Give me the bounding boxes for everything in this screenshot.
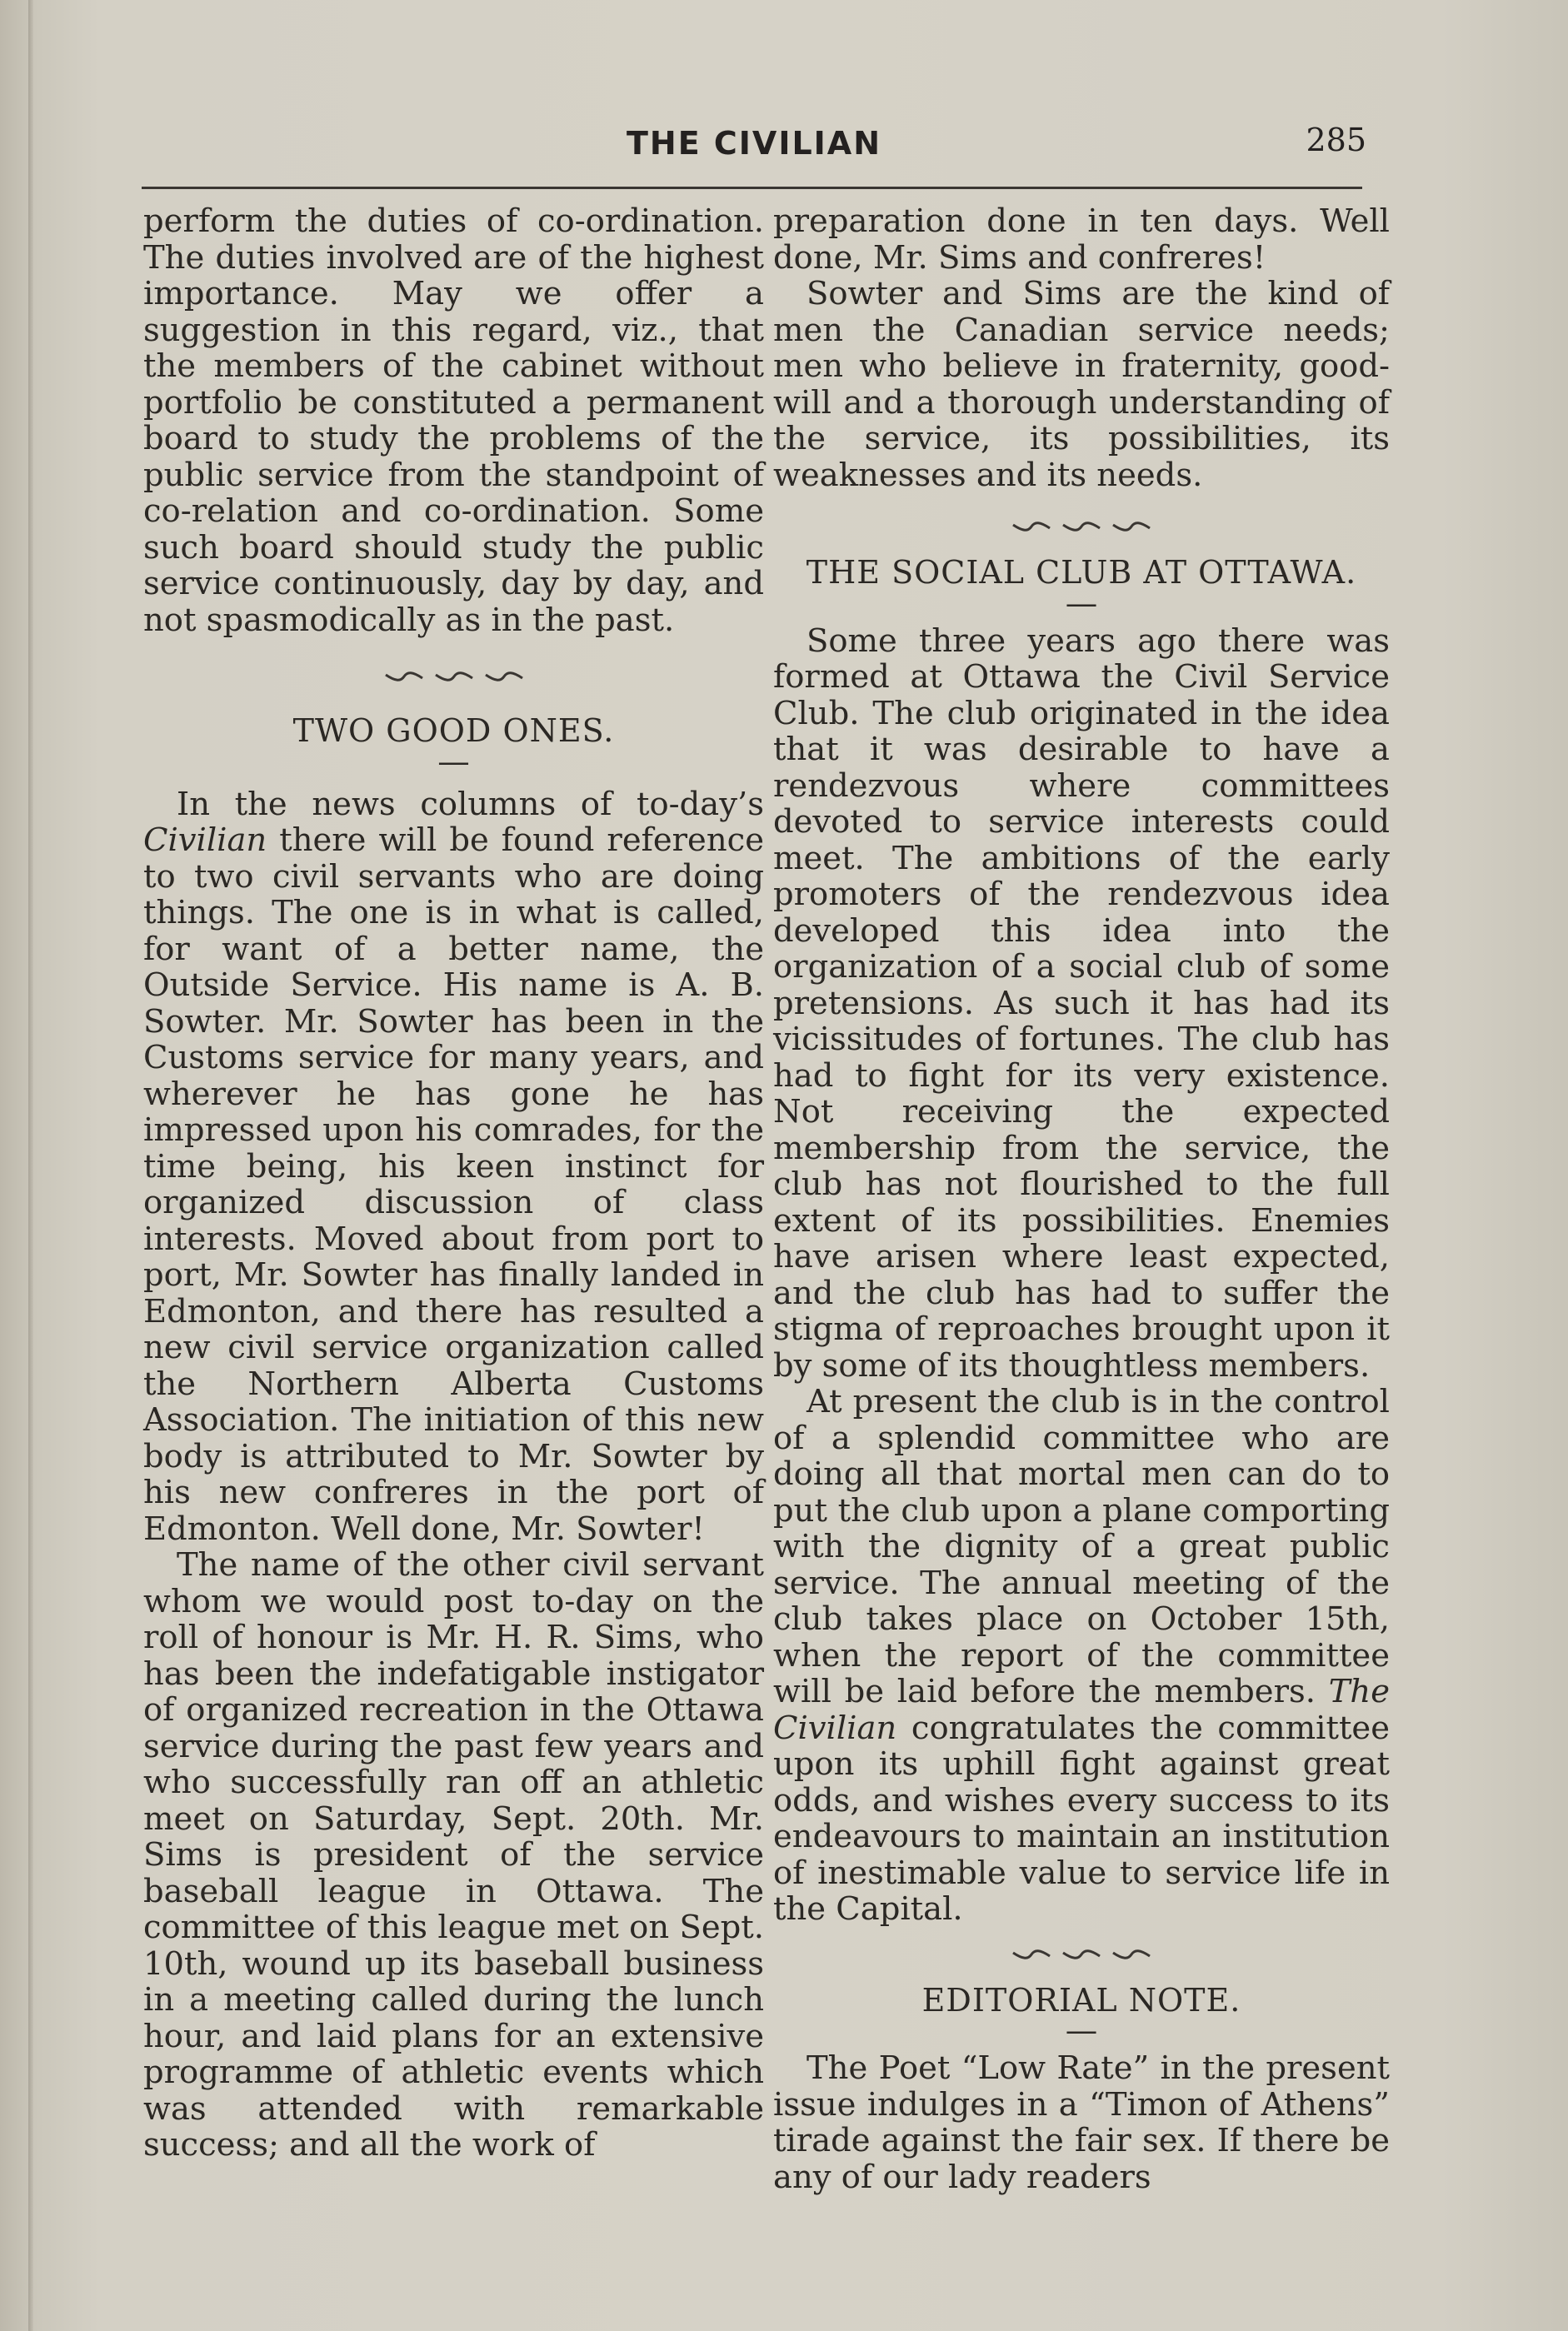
paragraph-poet: The Poet “Low Rate” in the present issue indulges in a “Timon of Athens” tirade against the fair sex. If there be any of our lady readers	[773, 2049, 1390, 2196]
heading-social-club: THE SOCIAL CLUB AT OTTAWA.	[806, 554, 1357, 591]
ornament-icon	[1011, 1948, 1051, 1961]
paragraph-club-present-rest: congratulates the committee upon its uphill fight against great odds, and wishes every success to its endeavours to maintain an institution of inestimable value to service life in the Capital.	[773, 1709, 1390, 1928]
journal-title: THE CIVILIAN	[626, 125, 882, 162]
ornament-icon	[1011, 520, 1051, 533]
paragraph-sowter-sims: Sowter and Sims are the kind of men the Canadian service needs; men who believe in fraternity, good-will and a thorough understanding of the service, its possibilities, its weaknesses and its needs.	[773, 275, 1390, 494]
paragraph-club-present-start: At present the club is in the control of a splendid committee who are doing all that mortal men can do to put the club upon a plane comporting with the dignity of a great public service. The annual meeting of the club takes place on October 15th, when the report of the committee will be laid before the members.	[773, 1383, 1390, 1710]
page-number: 285	[1306, 122, 1366, 158]
paragraph-sowter-rest: there will be found reference to two civil servants who are doing things. The one is in what is called, for want of a better name, the Outside Service. His name is A. B. Sowter. Mr. Sowter has been in the Customs service for many years, and wherever he has gone he has impressed upon his comrades, for the time being, his keen instinct for organized discussion of class interests. Moved about from port to port, Mr. Sowter has finally landed in Edmonton, and there has resulted a new civil service organization called the Northern Alberta Customs Association. The initiation of this new body is attributed to Mr. Sowter by his new confreres in the port of Edmonton. Well done, Mr. Sowter!	[143, 821, 764, 1548]
publication-name: Civilian	[143, 821, 267, 859]
heading-dash: —	[1065, 584, 1098, 622]
publication-name: The Civilian	[773, 1673, 1390, 1747]
section-ornament	[773, 508, 1390, 545]
heading-dash: —	[437, 742, 470, 781]
ornament-icon	[384, 670, 424, 683]
page-header	[142, 122, 1366, 175]
paragraph-sowter	[143, 786, 764, 1548]
ornament-icon	[1111, 1948, 1151, 1961]
header-rule	[142, 187, 1362, 189]
section-ornament	[143, 658, 764, 695]
binding-shadow	[28, 0, 33, 2331]
section-ornament	[773, 1936, 1390, 1973]
right-column	[773, 203, 1390, 2195]
paragraph-preparation: preparation done in ten days. Well done, Mr. Sims and confreres!	[773, 202, 1390, 277]
paragraph-coordination: perform the duties of co-ordination. The duties involved are of the highest importance. May we offer a suggestion in this regard, viz., that the members of the cabinet without portfolio be constituted a permanent board to study the problems of the public service from the standpoint of co-relation and co-ordination. Some such board should study the public service continuously, day by day, and not spasmodically as in the past.	[143, 202, 764, 639]
paragraph-club-history: Some three years ago there was formed at Ottawa the Civil Service Club. The club originated in the idea that it was desirable to have a rendezvous where committees devoted to service interests could meet. The ambitions of the early promoters of the rendezvous idea developed this idea into the organization of a social club of some pretensions. As such it has had its vicissitudes of fortunes. The club has had to fight for its very existence. Not receiving the expected membership from the service, the club has not flourished to the full extent of its possibilities. Enemies have arisen where least expected, and the club has had to suffer the stigma of reproaches brought upon it by some of its thoughtless members.	[773, 621, 1390, 1385]
heading-editorial-note: EDITORIAL NOTE.	[921, 1981, 1241, 2019]
ornament-icon	[1111, 520, 1151, 533]
ornament-icon	[484, 670, 524, 683]
ornament-icon	[1061, 1948, 1101, 1961]
ornament-icon	[1061, 520, 1101, 533]
heading-two-good-ones: TWO GOOD ONES.	[292, 712, 615, 749]
paragraph-sowter-start: In the news columns of to-day’s	[177, 785, 764, 823]
paragraph-sims: The name of the other civil servant whom we would post to-day on the roll of honour is Mr. H. R. Sims, who has been the indefatigable instigator of organized recreation in the Ottawa service during the past few years and who successfully ran off an athletic meet on Saturday, Sept. 20th. Mr. Sims is president of the service baseball league in Ottawa. The committee of this league met on Sept. 10th, wound up its baseball business in a meeting called during the lunch hour, and laid plans for an extensive programme of athletic events which was attended with remarkable success; and all the work of	[143, 1546, 764, 2164]
ornament-icon	[434, 670, 474, 683]
paragraph-club-present	[773, 1384, 1390, 1928]
left-column	[143, 203, 764, 2164]
heading-dash: —	[1065, 2012, 1098, 2049]
